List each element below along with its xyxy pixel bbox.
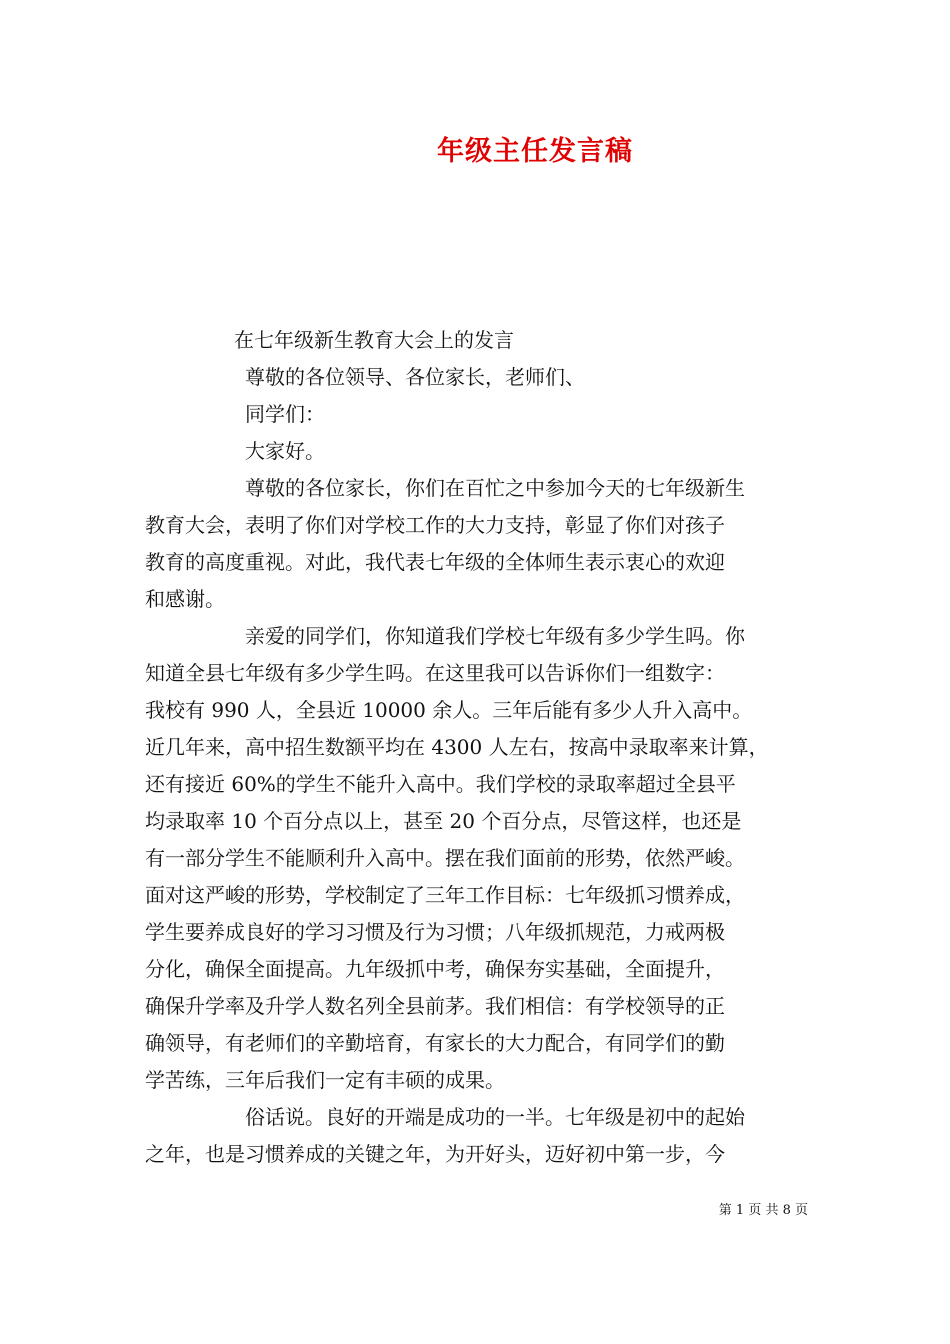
- salutation-line: 同学们：: [245, 402, 325, 426]
- paragraph-line: 确保升学率及升学人数名列全县前茅。我们相信：有学校领导的正: [145, 994, 725, 1018]
- greeting-line: 大家好。: [245, 439, 325, 463]
- paragraph-line: 近几年来，高中招生数额平均在 4300 人左右，按高中录取率来计算，: [145, 735, 769, 759]
- paragraph-line: 教育的高度重视。对此，我代表七年级的全体师生表示衷心的欢迎: [145, 550, 725, 574]
- paragraph-line: 和感谢。: [145, 587, 225, 611]
- paragraph-line: 有一部分学生不能顺利升入高中。摆在我们面前的形势，依然严峻。: [145, 846, 745, 870]
- paragraph-line: 之年，也是习惯养成的关键之年，为开好头，迈好初中第一步，今: [145, 1142, 725, 1166]
- paragraph-line: 教育大会，表明了你们对学校工作的大力支持，彰显了你们对孩子: [145, 513, 725, 537]
- paragraph-line: 尊敬的各位家长，你们在百忙之中参加今天的七年级新生: [245, 476, 745, 500]
- paragraph-line: 面对这严峻的形势，学校制定了三年工作目标：七年级抓习惯养成，: [145, 883, 745, 907]
- document-title: 年级主任发言稿: [437, 136, 633, 167]
- salutation-line: 尊敬的各位领导、各位家长，老师们、: [245, 365, 585, 389]
- paragraph-line: 学苦练，三年后我们一定有丰硕的成果。: [145, 1068, 505, 1092]
- speech-subtitle: 在七年级新生教育大会上的发言: [234, 328, 514, 352]
- paragraph-line: 学生要养成良好的学习习惯及行为习惯；八年级抓规范，力戒两极: [145, 920, 725, 944]
- paragraph-line: 还有接近 60%的学生不能升入高中。我们学校的录取率超过全县平: [145, 772, 736, 796]
- paragraph-line: 均录取率 10 个百分点以上，甚至 20 个百分点，尽管这样，也还是: [145, 809, 742, 833]
- page-footer: 第 1 页 共 8 页: [718, 1203, 808, 1218]
- document-body: [145, 322, 810, 1173]
- paragraph-line: 亲爱的同学们，你知道我们学校七年级有多少学生吗。你: [245, 624, 745, 648]
- paragraph-line: 分化，确保全面提高。九年级抓中考，确保夯实基础，全面提升，: [145, 957, 725, 981]
- paragraph-line: 知道全县七年级有多少学生吗。在这里我可以告诉你们一组数字：: [145, 661, 725, 685]
- paragraph-line: 确领导，有老师们的辛勤培育，有家长的大力配合，有同学们的勤: [145, 1031, 725, 1055]
- paragraph-line: 俗话说。良好的开端是成功的一半。七年级是初中的起始: [245, 1105, 745, 1129]
- paragraph-line: 我校有 990 人，全县近 10000 余人。三年后能有多少人升入高中。: [145, 698, 753, 722]
